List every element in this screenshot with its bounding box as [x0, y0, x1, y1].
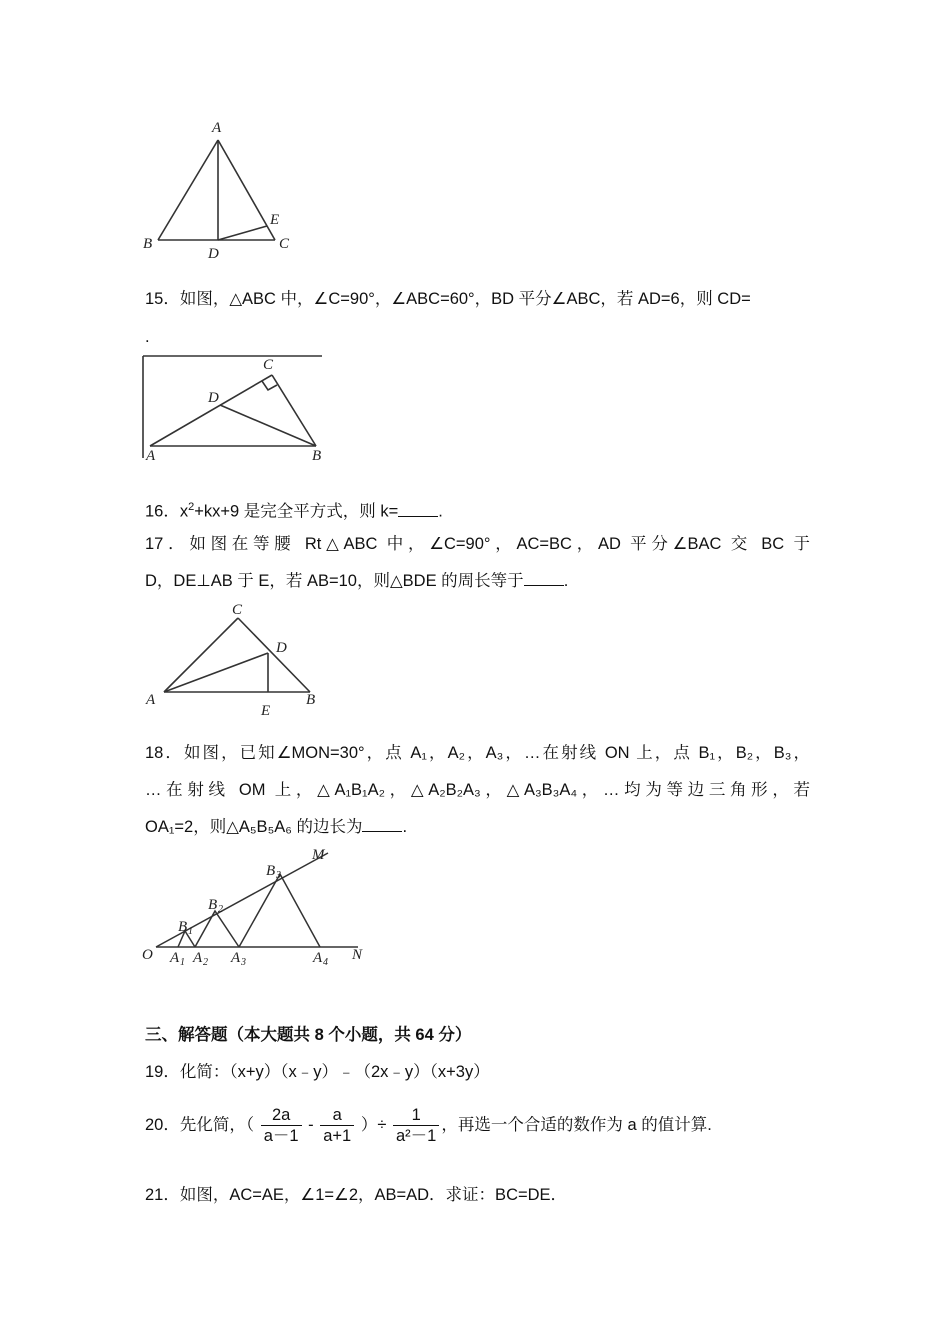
- label-c: C: [263, 357, 274, 373]
- q20-text: [145, 1104, 810, 1146]
- label-c: C: [279, 236, 290, 252]
- q20-prefix: 20．先化简，（: [145, 1116, 255, 1134]
- label-a3-sub: 3: [241, 957, 246, 968]
- figure-q15: [140, 352, 325, 464]
- q20-close: ）÷: [360, 1116, 387, 1134]
- figure-q14: [140, 118, 300, 263]
- label-d: D: [276, 640, 287, 656]
- q15-text: 15．如图，△ABC 中，∠C=90°，∠ABC=60°，BD 平分∠ABC，若 AD=6，则 CD=: [145, 290, 751, 308]
- q15-tail: .: [145, 328, 150, 346]
- q20-frac2-denominator: a+1: [323, 1127, 352, 1146]
- label-o: O: [142, 947, 153, 963]
- label-e: E: [270, 212, 280, 228]
- q20-fraction-2: [320, 1105, 354, 1146]
- label-e: E: [261, 703, 271, 719]
- q18-line3-text: OA₁=2，则△A₅B₅A₆ 的边长为: [145, 818, 363, 836]
- label-b3: B: [266, 863, 276, 879]
- label-a: A: [146, 692, 156, 708]
- q17-end: .: [563, 572, 569, 590]
- q16-end: .: [438, 502, 443, 521]
- figure-q17: [140, 600, 330, 720]
- q18-end: .: [402, 818, 408, 836]
- label-b: B: [312, 448, 322, 464]
- label-a2-sub: 2: [203, 957, 208, 968]
- q16-prefix: 16．x: [145, 502, 189, 521]
- label-a4-sub: 4: [323, 957, 328, 968]
- q18-line2: …在射线 OM 上，△A₁B₁A₂，△A₂B₂A₃，△A₃B₃A₄，…均为等边三角形，若: [145, 781, 810, 799]
- label-c: C: [232, 602, 243, 618]
- label-a2: A: [193, 950, 203, 966]
- label-b: B: [306, 692, 316, 708]
- label-b3-sub: 3: [276, 870, 281, 881]
- q20-fraction-1: [261, 1105, 302, 1146]
- q20-minus: -: [308, 1116, 314, 1134]
- label-b1-sub: 1: [188, 926, 193, 937]
- label-a1: A: [170, 950, 180, 966]
- q18-line1: 18．如图，已知∠MON=30°，点 A₁，A₂，A₃，…在射线 ON 上，点 B₁，B₂，B₃，: [145, 744, 810, 762]
- label-a3: A: [231, 950, 241, 966]
- figure-q18: [140, 845, 375, 970]
- q16-exponent: 2: [188, 501, 195, 513]
- q17-answer-blank: [524, 571, 564, 586]
- section-3-title: 三、解答题（本大题共 8 个小题，共 64 分）: [145, 1026, 472, 1044]
- q21-text: 21．如图，AC=AE，∠1=∠2，AB=AD．求证：BC=DE．: [145, 1186, 568, 1204]
- label-b1: B: [178, 919, 188, 935]
- label-d: D: [208, 390, 219, 406]
- label-a: A: [146, 448, 156, 464]
- q20-frac3-numerator: 1: [393, 1105, 439, 1126]
- q20-frac1-numerator: 2a: [261, 1105, 302, 1126]
- q20-frac2-numerator: a: [320, 1105, 354, 1126]
- label-n: N: [352, 947, 363, 963]
- label-m: M: [312, 847, 325, 863]
- q18-answer-blank: [362, 817, 402, 832]
- q16-rest: +kx+9 是完全平方式，则 k=: [194, 502, 399, 521]
- label-b: B: [143, 236, 153, 252]
- q18-line3: [145, 816, 810, 838]
- q17-line1: 17．如图在等腰 Rt△ABC 中，∠C=90°，AC=BC，AD 平分∠BAC 交 BC 于: [145, 535, 810, 553]
- label-a: A: [212, 120, 222, 136]
- q20-suffix: ，再选一个合适的数作为 a 的值计算.: [441, 1116, 712, 1134]
- q17-line2: [145, 570, 810, 592]
- q20-fraction-3: [393, 1105, 439, 1146]
- label-d: D: [208, 246, 219, 262]
- q20-frac1-denominator: a－1: [263, 1127, 299, 1146]
- q19-text: 19．化简：（x+y）（x﹣y）﹣（2x﹣y）（x+3y）: [145, 1063, 490, 1081]
- label-b2-sub: 2: [218, 904, 223, 915]
- label-b2: B: [208, 897, 218, 913]
- q16-text: [145, 496, 810, 523]
- label-a1-sub: 1: [180, 957, 185, 968]
- label-a4: A: [313, 950, 323, 966]
- q16-answer-blank: [398, 502, 438, 517]
- q20-frac3-denominator: a²－1: [396, 1127, 437, 1146]
- q17-line2-text: D，DE⊥AB 于 E，若 AB=10，则△BDE 的周长等于: [145, 572, 524, 590]
